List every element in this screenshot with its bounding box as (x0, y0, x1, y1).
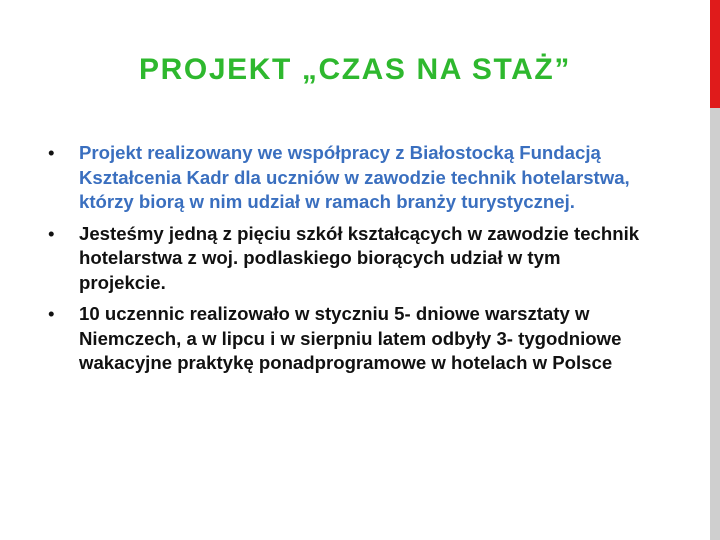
bullet-dot-icon: • (48, 142, 55, 163)
bullet-item-project (48, 141, 648, 215)
bullet-text: Projekt realizowany we współpracy z Białostocką Fundacją Kształcenia Kadr dla uczniów w zawodzie technik hotelarstwa, którzy biorą w nim udział w ramach branży turystycznej. (79, 142, 630, 212)
bullet-list (48, 141, 648, 383)
bullet-item-students (48, 302, 648, 376)
bullet-text: Jesteśmy jedną z pięciu szkół kształcących w zawodzie technik hotelarstwa z woj. podlaskiego biorących udział w tym projekcie. (79, 222, 640, 293)
slide-title: PROJEKT „CZAS NA STAŻ” (139, 53, 571, 86)
accent-bar-gray (710, 108, 720, 540)
bullet-dot-icon: • (48, 303, 55, 324)
bullet-text: 10 uczennic realizowało w styczniu 5- dniowe warsztaty w Niemczech, a w lipcu i w sierpniu latem odbyły 3- tygodniowe wakacyjne praktykę ponadprogramowe w hotelach w Polsce (79, 303, 622, 373)
bullet-item-schools (48, 222, 648, 296)
bullet-dot-icon: • (48, 222, 55, 244)
accent-bar-red (710, 0, 720, 108)
